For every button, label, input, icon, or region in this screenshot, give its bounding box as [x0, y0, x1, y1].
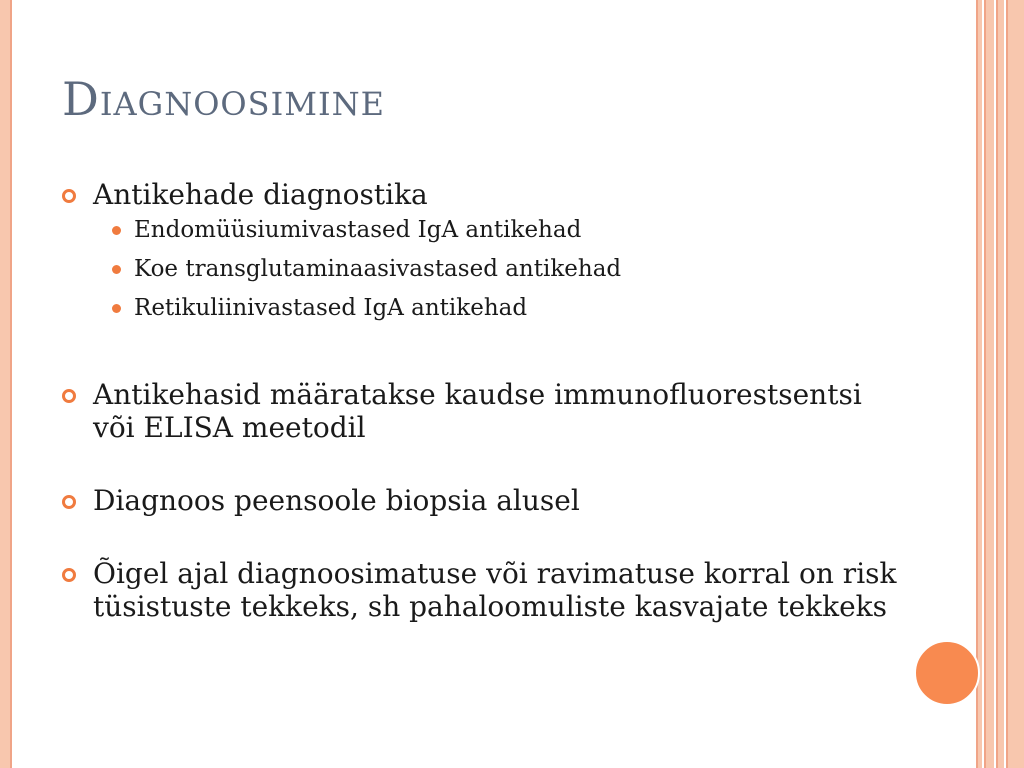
- sub-bullet-text: Endomüüsiumivastased IgA antikehad: [134, 217, 582, 243]
- bullet-text: Õigel ajal diagnoosimatuse või ravimatuse korral on risk tüsistuste tekkeks, sh pahaloomuliste kasvajate tekkeks: [93, 557, 897, 623]
- bullet-item: [62, 557, 912, 623]
- bullet-ring-icon: [62, 389, 76, 403]
- bullet-ring-icon: [62, 189, 76, 203]
- bullet-item: [62, 378, 912, 444]
- sub-bullet-item: [62, 217, 912, 244]
- right-border-stripe-1: [976, 0, 982, 768]
- right-border-stripe-3: [996, 0, 1004, 768]
- slide-title: Diagnoosimine: [62, 72, 385, 126]
- bullet-dot-icon: [112, 265, 121, 274]
- right-border-stripe-4: [1006, 0, 1024, 768]
- sub-bullet-list: [62, 217, 912, 322]
- decorative-circle-icon: [914, 640, 980, 706]
- bullet-item: [62, 484, 912, 517]
- sub-bullet-text: Retikuliinivastased IgA antikehad: [134, 295, 528, 321]
- bullet-dot-icon: [112, 304, 121, 313]
- bullet-text: Diagnoos peensoole biopsia alusel: [93, 484, 580, 517]
- bullet-ring-icon: [62, 568, 76, 582]
- sub-bullet-text: Koe transglutaminaasivastased antikehad: [134, 256, 622, 282]
- bullet-ring-icon: [62, 495, 76, 509]
- bullet-text: Antikehade diagnostika: [93, 178, 428, 211]
- sub-bullet-item: [62, 256, 912, 283]
- right-border-stripe-2: [984, 0, 994, 768]
- bullet-dot-icon: [112, 226, 121, 235]
- bullet-text: Antikehasid määratakse kaudse immunofluorestsentsi või ELISA meetodil: [93, 378, 862, 444]
- bullet-item: [62, 178, 912, 211]
- sub-bullet-item: [62, 295, 912, 322]
- slide-content: [62, 178, 912, 623]
- left-border-stripe: [0, 0, 12, 768]
